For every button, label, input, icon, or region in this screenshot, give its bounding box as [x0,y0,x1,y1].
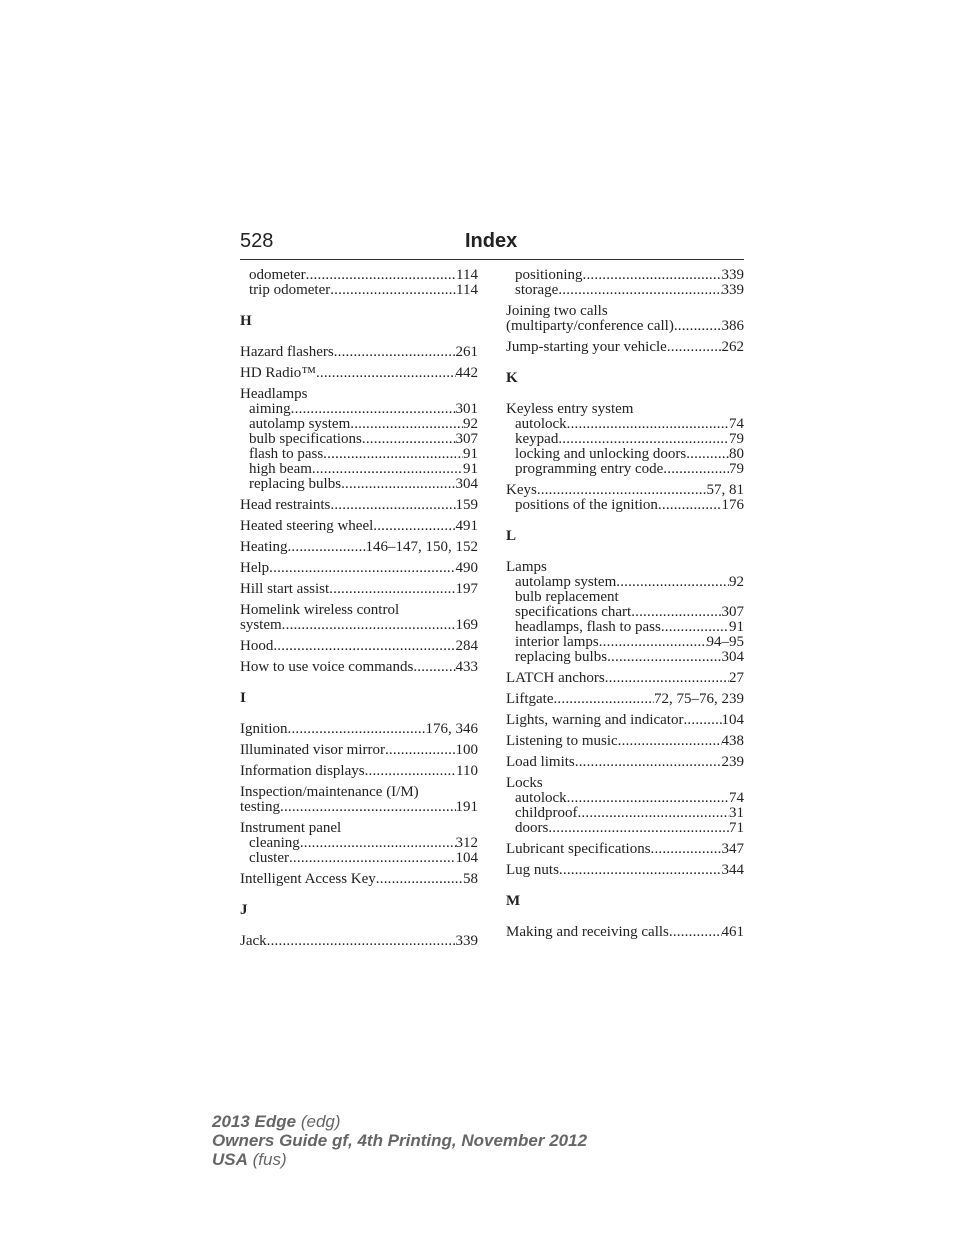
index-page-ref: 114 [456,283,478,298]
dot-leader [330,498,455,513]
dot-leader [669,925,722,940]
index-entry [506,842,744,857]
dot-leader [287,540,365,555]
index-entry-text: Hood [240,639,274,654]
index-subentry [240,462,478,477]
dot-leader [667,340,722,355]
dot-leader [553,692,654,707]
dot-leader [413,660,455,675]
index-page-ref: 91 [463,447,478,462]
dot-leader [599,635,707,650]
index-entry [240,561,478,576]
dot-leader [631,605,721,620]
index-subentry [506,821,744,836]
index-heading-text: Joining two calls [506,304,608,319]
index-page-ref: 104 [455,851,478,866]
index-entry-text: childproof [515,806,578,821]
index-entry-text: How to use voice commands [240,660,414,675]
dot-leader [289,851,456,866]
dot-leader [537,483,707,498]
page-header [240,229,744,260]
index-entry-text: testing [240,800,280,815]
index-subentry [506,806,744,821]
index-entry [240,345,478,360]
dot-leader [607,650,721,665]
index-entry [240,366,478,381]
index-page-ref: 490 [455,561,478,576]
index-page-ref: 386 [721,319,744,334]
index-subentry [506,268,744,283]
index-page-ref: 74 [729,417,744,432]
index-page-ref: 79 [729,432,744,447]
index-entry [506,319,744,334]
index-entry-text: Jump-starting your vehicle [506,340,667,355]
index-entry [240,498,478,513]
index-entry-text: programming entry code [515,462,664,477]
index-subentry [240,417,478,432]
index-page-ref: 100 [455,743,478,758]
dot-leader [329,582,455,597]
index-entry-text: Jack [240,934,267,949]
index-page-ref: 344 [721,863,744,878]
index-entry-text: flash to pass [249,447,324,462]
dot-leader [618,734,722,749]
index-page-ref: 284 [455,639,478,654]
index-subentry [506,635,744,650]
index-entry [506,755,744,770]
dot-leader [269,561,455,576]
index-entry [240,722,478,737]
dot-leader [567,791,729,806]
index-heading-text: bulb replacement [515,590,619,605]
dot-leader [288,722,426,737]
index-entry-text: Lubricant specifications [506,842,651,857]
index-page-ref: 461 [721,925,744,940]
dot-leader [663,462,729,477]
index-entry-text: specifications chart [515,605,632,620]
index-page-ref: 146–147, 150, 152 [365,540,478,555]
dot-leader [605,671,729,686]
index-subentry [240,432,478,447]
dot-leader [267,934,456,949]
index-entry [240,743,478,758]
index-page-ref: 176 [721,498,744,513]
index-page-ref: 169 [455,618,478,633]
dot-leader [362,432,456,447]
index-entry [240,618,478,633]
section-letter: I [240,690,246,706]
index-entry-text: interior lamps [515,635,599,650]
index-page-ref: 57, 81 [706,483,744,498]
dot-leader [548,821,729,836]
dot-leader [661,620,729,635]
dot-leader [686,447,729,462]
dot-leader [651,842,722,857]
index-entry-text: Information displays [240,764,365,779]
index-entry [506,925,744,940]
index-page-ref: 94–95 [706,635,744,650]
index-page-ref: 301 [455,402,478,417]
index-page-ref: 80 [729,447,744,462]
dot-leader [575,755,722,770]
index-entry [240,660,478,675]
dot-leader [291,402,456,417]
index-page-ref: 339 [455,934,478,949]
index-page-ref: 262 [721,340,744,355]
index-entry-text: Hill start assist [240,582,330,597]
index-page-ref: 27 [729,671,744,686]
index-entry-text: autolamp system [515,575,617,590]
index-subentry [506,620,744,635]
dot-leader [330,283,456,298]
index-entry-text: headlamps, flash to pass [515,620,661,635]
index-subentry [506,462,744,477]
index-entry-text: Keys [506,483,537,498]
index-page-ref: 433 [455,660,478,675]
dot-leader [280,800,456,815]
index-entry-text: autolock [515,791,567,806]
index-entry-text: Hazard flashers [240,345,334,360]
dot-leader [558,283,721,298]
index-entry-text: locking and unlocking doors [515,447,687,462]
index-entry-text: Making and receiving calls [506,925,669,940]
dot-leader [341,477,455,492]
section-letter: H [240,313,252,329]
index-entry-text: Lights, warning and indicator [506,713,684,728]
dot-leader [558,432,729,447]
index-entry-text: cleaning [249,836,300,851]
index-subentry [506,605,744,620]
index-entry [506,483,744,498]
index-entry [506,713,744,728]
index-page-ref: 339 [721,268,744,283]
index-entry-text: Heated steering wheel [240,519,374,534]
index-page-ref: 72, 75–76, 239 [654,692,744,707]
index-heading-text: Instrument panel [240,821,342,836]
index-entry [240,519,478,534]
dot-leader [273,639,455,654]
dot-leader [323,447,463,462]
index-heading-text: Inspection/maintenance (I/M) [240,785,419,800]
index-entry-text: Help [240,561,270,576]
index-page-ref: 31 [729,806,744,821]
index-page-ref: 304 [455,477,478,492]
index-subentry [506,575,744,590]
index-heading [506,560,744,575]
index-heading-text: Keyless entry system [506,402,634,417]
index-entry [240,540,478,555]
index-heading [240,821,478,836]
section-letter: M [506,893,521,909]
index-subentry [506,650,744,665]
index-column-left [240,268,478,949]
index-entry [240,934,478,949]
index-entry-text: positions of the ignition [515,498,658,513]
index-subentry [506,432,744,447]
index-column-right [506,268,744,940]
index-entry [240,639,478,654]
index-entry-text: system [240,618,282,633]
index-entry-text: odometer [249,268,306,283]
index-entry [240,764,478,779]
index-entry-text: aiming [249,402,291,417]
index-subentry [240,851,478,866]
dot-leader [365,764,456,779]
index-entry-text: Load limits [506,755,575,770]
page-number: 528 [240,230,274,252]
index-entry [506,734,744,749]
index-page-ref: 92 [463,417,478,432]
dot-leader [583,268,722,283]
index-entry-text: doors [515,821,549,836]
page-title: Index [465,230,518,252]
index-subentry [240,268,478,283]
index-subentry [506,447,744,462]
index-page-ref: 339 [721,283,744,298]
index-entry-text: keypad [515,432,559,447]
index-subentry [240,447,478,462]
index-entry [506,340,744,355]
dot-leader [567,417,729,432]
index-entry-text: Heating [240,540,288,555]
index-page-ref: 159 [455,498,478,513]
index-subentry [240,836,478,851]
index-page-ref: 91 [729,620,744,635]
dot-leader [385,743,456,758]
index-heading-text: Headlamps [240,387,308,402]
index-entry [240,800,478,815]
dot-leader [658,498,722,513]
dot-leader [674,319,722,334]
index-heading [506,402,744,417]
index-entry-text: (multiparty/conference call) [506,319,674,334]
index-subentry [506,283,744,298]
index-page-ref: 304 [721,650,744,665]
dot-leader [683,713,721,728]
index-heading [506,590,744,605]
index-page-ref: 347 [721,842,744,857]
dot-leader [577,806,729,821]
index-entry-text: bulb specifications [249,432,362,447]
index-entry-text: autolock [515,417,567,432]
index-subentry [506,417,744,432]
index-page-ref: 491 [455,519,478,534]
dot-leader [559,863,722,878]
index-page-ref: 176, 346 [425,722,478,737]
index-page-ref: 114 [456,268,478,283]
index-entry-text: Lug nuts [506,863,559,878]
index-page-ref: 104 [721,713,744,728]
index-entry-text: replacing bulbs [515,650,608,665]
index-page-ref: 442 [455,366,478,381]
index-entry [506,863,744,878]
index-entry-text: storage [515,283,559,298]
index-subentry [506,791,744,806]
index-heading-text: Homelink wireless control [240,603,400,618]
dot-leader [316,366,456,381]
index-heading [240,603,478,618]
section-letter: J [240,902,248,918]
index-page-ref: 438 [721,734,744,749]
index-page-ref: 312 [455,836,478,851]
index-page-ref: 74 [729,791,744,806]
index-page-ref: 92 [729,575,744,590]
dot-leader [334,345,456,360]
index-page-ref: 307 [455,432,478,447]
dot-leader [616,575,729,590]
index-entry-text: replacing bulbs [249,477,342,492]
index-entry-text: Ignition [240,722,288,737]
dot-leader [300,836,456,851]
dot-leader [312,462,463,477]
footer-line-1: 2013 Edge (edg) [212,1112,341,1131]
dot-leader [350,417,463,432]
dot-leader [373,519,455,534]
index-entry-text: Liftgate [506,692,554,707]
index-entry [240,582,478,597]
index-entry-text: HD Radio™ [240,366,316,381]
footer [212,1112,587,1169]
index-page-ref: 239 [721,755,744,770]
index-heading [506,304,744,319]
index-entry [240,872,478,887]
index-page-ref: 197 [455,582,478,597]
index-entry [506,692,744,707]
index-entry-text: Intelligent Access Key [240,872,376,887]
footer-line-2: Owners Guide gf, 4th Printing, November 2012 [212,1131,588,1150]
dot-leader [282,618,456,633]
index-page-ref: 110 [456,764,478,779]
index-page-ref: 191 [455,800,478,815]
index-subentry [240,402,478,417]
index-page-ref: 261 [455,345,478,360]
dot-leader [376,872,463,887]
index-entry-text: high beam [249,462,312,477]
index-heading [240,785,478,800]
index-page-ref: 71 [729,821,744,836]
index-entry-text: Head restraints [240,498,331,513]
index-subentry [506,498,744,513]
index-heading-text: Locks [506,776,543,791]
index-heading [240,387,478,402]
index-heading [506,776,744,791]
index-heading-text: Lamps [506,560,547,575]
index-entry-text: Illuminated visor mirror [240,743,385,758]
index-subentry [240,283,478,298]
section-letter: K [506,370,518,386]
index-page-ref: 79 [729,462,744,477]
index-subentry [240,477,478,492]
index-page-ref: 91 [463,462,478,477]
index-entry-text: positioning [515,268,583,283]
section-letter: L [506,528,517,544]
index-entry-text: LATCH anchors [506,671,605,686]
dot-leader [306,268,456,283]
index-page-ref: 307 [721,605,744,620]
index-entry-text: trip odometer [249,283,331,298]
index-page-ref: 58 [463,872,478,887]
index-entry-text: cluster [249,851,289,866]
index-entry-text: Listening to music [506,734,618,749]
index-entry [506,671,744,686]
footer-line-3: USA (fus) [212,1150,287,1169]
index-entry-text: autolamp system [249,417,351,432]
